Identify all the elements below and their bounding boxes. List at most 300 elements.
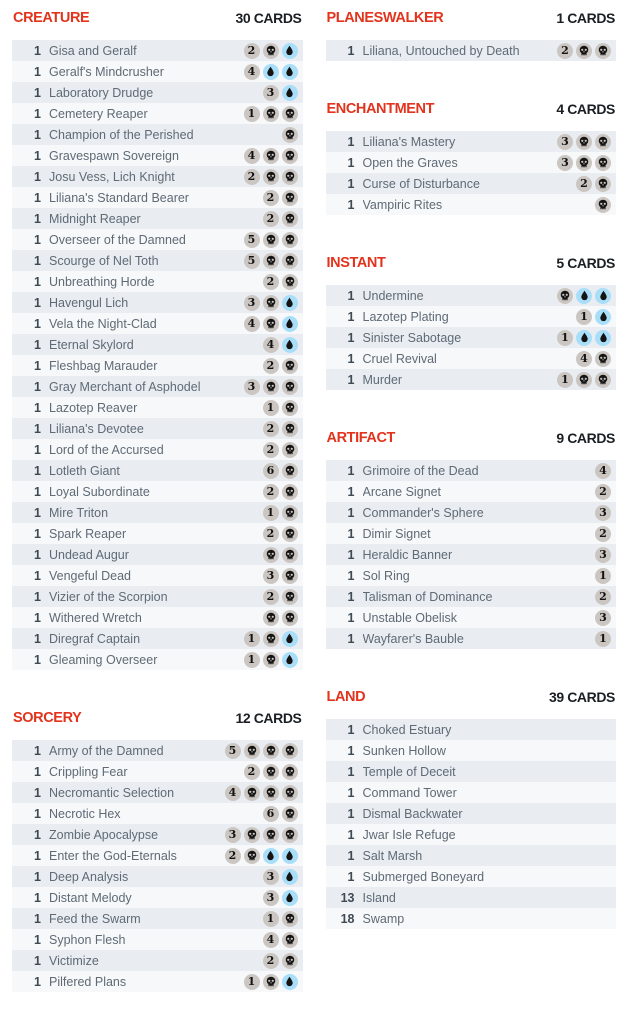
mana-cost: [576, 176, 611, 192]
card-name: Murder: [362, 372, 403, 387]
skull-icon: [263, 631, 279, 647]
skull-icon: [244, 827, 260, 843]
card-name: Deep Analysis: [49, 869, 129, 884]
card-row[interactable]: [12, 740, 303, 761]
card-name: Crippling Fear: [49, 764, 128, 779]
water-drop-icon: [282, 337, 298, 353]
card-row[interactable]: [12, 824, 303, 845]
card-name: Lord of the Accursed: [49, 442, 164, 457]
card-name: Gisa and Geralf: [49, 43, 137, 58]
section-title: INSTANT: [326, 255, 386, 271]
card-row[interactable]: [12, 376, 303, 397]
generic-mana-symbol: 3: [595, 505, 611, 521]
card-row[interactable]: [326, 327, 617, 348]
section-title: LAND: [326, 689, 366, 705]
mana-cost: [263, 589, 298, 605]
card-quantity: 1: [347, 568, 355, 583]
generic-mana-symbol: 4: [576, 351, 592, 367]
card-name: Heraldic Banner: [362, 547, 453, 562]
card-row[interactable]: [12, 803, 303, 824]
skull-icon: [282, 932, 298, 948]
card-row[interactable]: [12, 971, 303, 992]
generic-mana-symbol: 1: [263, 400, 279, 416]
card-name: Sunken Hollow: [362, 743, 446, 758]
skull-icon: [576, 372, 592, 388]
card-quantity: 1: [347, 155, 355, 170]
generic-mana-symbol: 4: [263, 337, 279, 353]
card-quantity: 1: [347, 330, 355, 345]
mana-cost: [263, 806, 298, 822]
section-count: 30 CARDS: [235, 10, 302, 26]
card-quantity: 1: [34, 568, 41, 583]
card-name: Undead Augur: [49, 547, 129, 562]
generic-mana-symbol: 1: [595, 631, 611, 647]
card-row[interactable]: [12, 950, 303, 971]
card-row[interactable]: [12, 292, 303, 313]
card-row[interactable]: [12, 124, 303, 145]
card-quantity: 1: [347, 463, 355, 478]
card-row[interactable]: [12, 418, 303, 439]
skull-icon: [263, 974, 279, 990]
card-row[interactable]: [12, 103, 303, 124]
generic-mana-symbol: 2: [557, 43, 573, 59]
card-name: Midnight Reaper: [49, 211, 141, 226]
mana-cost: [282, 127, 298, 143]
card-row[interactable]: [326, 348, 617, 369]
card-row[interactable]: [326, 866, 617, 887]
card-quantity: 1: [347, 505, 355, 520]
skull-icon: [282, 190, 298, 206]
generic-mana-symbol: 3: [595, 547, 611, 563]
card-quantity: 1: [34, 526, 41, 541]
card-row[interactable]: [12, 929, 303, 950]
section-count: 1 CARDS: [556, 10, 615, 26]
generic-mana-symbol: 1: [557, 330, 573, 346]
water-drop-icon: [576, 330, 592, 346]
card-row[interactable]: [12, 586, 303, 607]
card-quantity: 1: [34, 911, 41, 926]
card-row[interactable]: [12, 271, 303, 292]
card-quantity: 1: [347, 806, 355, 821]
card-row[interactable]: [326, 481, 617, 502]
generic-mana-symbol: 2: [263, 526, 279, 542]
generic-mana-symbol: 2: [225, 848, 241, 864]
generic-mana-symbol: 2: [263, 953, 279, 969]
mana-cost: [576, 309, 611, 325]
mana-cost: [244, 631, 298, 647]
card-row[interactable]: [12, 866, 303, 887]
card-row[interactable]: [12, 82, 303, 103]
card-row[interactable]: [326, 173, 617, 194]
skull-icon: [282, 211, 298, 227]
water-drop-icon: [595, 288, 611, 304]
card-name: Havengul Lich: [49, 295, 129, 310]
card-quantity: 18: [340, 911, 355, 926]
skull-icon: [263, 106, 279, 122]
card-row[interactable]: [326, 369, 617, 390]
generic-mana-symbol: 1: [557, 372, 573, 388]
card-quantity: 1: [34, 505, 41, 520]
generic-mana-symbol: 2: [595, 589, 611, 605]
card-row[interactable]: [326, 565, 617, 586]
card-name: Enter the God-Eternals: [49, 848, 177, 863]
generic-mana-symbol: 3: [244, 295, 260, 311]
skull-icon: [263, 743, 279, 759]
card-quantity: 1: [34, 64, 41, 79]
card-row[interactable]: [12, 40, 303, 61]
skull-icon: [282, 764, 298, 780]
card-name: Army of the Damned: [49, 743, 164, 758]
card-row[interactable]: [326, 306, 617, 327]
mana-cost: [263, 526, 298, 542]
card-name: Cemetery Reaper: [49, 106, 148, 121]
column-right: [326, 10, 617, 1032]
generic-mana-symbol: 2: [263, 589, 279, 605]
card-row[interactable]: [12, 439, 303, 460]
mana-cost: [263, 85, 298, 101]
card-name: Vizier of the Scorpion: [49, 589, 168, 604]
generic-mana-symbol: 2: [576, 176, 592, 192]
card-list: [12, 740, 303, 992]
mana-cost: [225, 785, 298, 801]
card-row[interactable]: [326, 740, 617, 761]
skull-icon: [263, 610, 279, 626]
card-quantity: 1: [34, 85, 41, 100]
card-row[interactable]: [12, 523, 303, 544]
card-quantity: 1: [34, 337, 41, 352]
card-name: Submerged Boneyard: [362, 869, 485, 884]
card-name: Lazotep Plating: [362, 309, 449, 324]
skull-icon: [282, 547, 298, 563]
generic-mana-symbol: 1: [244, 974, 260, 990]
generic-mana-symbol: 1: [595, 568, 611, 584]
card-row[interactable]: [12, 460, 303, 481]
card-row[interactable]: [12, 649, 303, 670]
card-row[interactable]: [326, 586, 617, 607]
skull-icon: [282, 232, 298, 248]
generic-mana-symbol: 5: [244, 232, 260, 248]
skull-icon: [282, 953, 298, 969]
mana-cost: [595, 631, 611, 647]
skull-icon: [282, 274, 298, 290]
card-row[interactable]: [326, 782, 617, 803]
card-row[interactable]: [326, 131, 617, 152]
skull-icon: [263, 232, 279, 248]
water-drop-icon: [263, 848, 279, 864]
card-name: Gleaming Overseer: [49, 652, 158, 667]
card-row[interactable]: [12, 887, 303, 908]
generic-mana-symbol: 4: [225, 785, 241, 801]
card-quantity: 1: [34, 232, 41, 247]
generic-mana-symbol: 1: [244, 631, 260, 647]
card-row[interactable]: [12, 250, 303, 271]
card-row[interactable]: [326, 194, 617, 215]
card-list: [326, 285, 617, 390]
mana-cost: [557, 155, 611, 171]
card-row[interactable]: [326, 460, 617, 481]
card-quantity: 1: [347, 869, 355, 884]
skull-icon: [263, 169, 279, 185]
card-row[interactable]: [12, 565, 303, 586]
card-quantity: 1: [34, 442, 41, 457]
generic-mana-symbol: 2: [263, 442, 279, 458]
card-quantity: 1: [34, 253, 41, 268]
card-quantity: 1: [34, 421, 41, 436]
skull-icon: [263, 316, 279, 332]
mana-cost: [263, 953, 298, 969]
card-row[interactable]: [12, 166, 303, 187]
card-row[interactable]: [326, 803, 617, 824]
card-quantity: 1: [347, 288, 355, 303]
card-name: Undermine: [362, 288, 424, 303]
card-row[interactable]: [326, 761, 617, 782]
generic-mana-symbol: 3: [225, 827, 241, 843]
card-quantity: 1: [34, 953, 41, 968]
card-row[interactable]: [12, 355, 303, 376]
mana-cost: [263, 568, 298, 584]
card-name: Liliana's Standard Bearer: [49, 190, 189, 205]
section-artifact: [326, 430, 617, 649]
card-name: Laboratory Drudge: [49, 85, 154, 100]
section-instant: [326, 255, 617, 390]
card-row[interactable]: [326, 285, 617, 306]
card-quantity: 1: [34, 827, 41, 842]
card-name: Necrotic Hex: [49, 806, 121, 821]
skull-icon: [282, 743, 298, 759]
card-quantity: 1: [347, 526, 355, 541]
skull-icon: [263, 148, 279, 164]
card-row[interactable]: [12, 481, 303, 502]
card-row[interactable]: [12, 607, 303, 628]
skull-icon: [282, 911, 298, 927]
generic-mana-symbol: 2: [263, 484, 279, 500]
skull-icon: [595, 134, 611, 150]
skull-icon: [263, 253, 279, 269]
card-list: [12, 40, 303, 670]
card-quantity: 1: [347, 309, 355, 324]
skull-icon: [282, 442, 298, 458]
skull-icon: [595, 372, 611, 388]
card-list: [326, 460, 617, 649]
water-drop-icon: [595, 309, 611, 325]
water-drop-icon: [282, 631, 298, 647]
card-row[interactable]: [12, 845, 303, 866]
mana-cost: [263, 463, 298, 479]
card-row[interactable]: [12, 208, 303, 229]
section-title: ENCHANTMENT: [326, 101, 435, 117]
card-name: Overseer of the Damned: [49, 232, 186, 247]
card-quantity: 1: [347, 43, 355, 58]
card-quantity: 1: [347, 631, 355, 646]
mana-cost: [244, 253, 298, 269]
card-name: Champion of the Perished: [49, 127, 194, 142]
card-name: Fleshbag Marauder: [49, 358, 158, 373]
mana-cost: [557, 134, 611, 150]
card-quantity: 1: [34, 764, 41, 779]
card-name: Gray Merchant of Asphodel: [49, 379, 201, 394]
card-row[interactable]: [326, 40, 617, 61]
card-quantity: 1: [347, 848, 355, 863]
skull-icon: [244, 743, 260, 759]
skull-icon: [282, 421, 298, 437]
skull-icon: [282, 148, 298, 164]
card-row[interactable]: [12, 397, 303, 418]
card-name: Dismal Backwater: [362, 806, 463, 821]
card-row[interactable]: [12, 61, 303, 82]
card-list: [326, 131, 617, 215]
card-quantity: 1: [34, 211, 41, 226]
card-name: Unbreathing Horde: [49, 274, 155, 289]
section-sorcery: [12, 710, 303, 992]
generic-mana-symbol: 3: [263, 568, 279, 584]
card-row[interactable]: [12, 628, 303, 649]
card-name: Dimir Signet: [362, 526, 431, 541]
water-drop-icon: [595, 330, 611, 346]
water-drop-icon: [576, 288, 592, 304]
skull-icon: [282, 358, 298, 374]
generic-mana-symbol: 1: [263, 505, 279, 521]
mana-cost: [263, 610, 298, 626]
skull-icon: [576, 134, 592, 150]
generic-mana-symbol: 4: [244, 148, 260, 164]
skull-icon: [595, 197, 611, 213]
card-quantity: 1: [34, 932, 41, 947]
mana-cost: [263, 400, 298, 416]
mana-cost: [225, 827, 298, 843]
skull-icon: [263, 547, 279, 563]
mana-cost: [244, 316, 298, 332]
generic-mana-symbol: 4: [595, 463, 611, 479]
mana-cost: [263, 505, 298, 521]
card-name: Josu Vess, Lich Knight: [49, 169, 175, 184]
card-name: Feed the Swarm: [49, 911, 141, 926]
mana-cost: [244, 232, 298, 248]
skull-icon: [244, 785, 260, 801]
generic-mana-symbol: 2: [244, 169, 260, 185]
card-name: Unstable Obelisk: [362, 610, 457, 625]
skull-icon: [282, 526, 298, 542]
generic-mana-symbol: 3: [263, 85, 279, 101]
skull-icon: [282, 484, 298, 500]
skull-icon: [282, 589, 298, 605]
card-row[interactable]: [12, 229, 303, 250]
water-drop-icon: [282, 848, 298, 864]
card-quantity: 1: [34, 190, 41, 205]
card-row[interactable]: [326, 502, 617, 523]
card-quantity: 1: [34, 890, 41, 905]
mana-cost: [263, 337, 298, 353]
section-header: [326, 10, 617, 26]
card-row[interactable]: [326, 845, 617, 866]
card-row[interactable]: [326, 544, 617, 565]
skull-icon: [282, 169, 298, 185]
mana-cost: [595, 463, 611, 479]
card-quantity: 1: [34, 274, 41, 289]
generic-mana-symbol: 2: [263, 190, 279, 206]
mana-cost: [557, 330, 611, 346]
mana-cost: [576, 351, 611, 367]
mana-cost: [263, 911, 298, 927]
card-quantity: 1: [34, 43, 41, 58]
card-row[interactable]: [12, 761, 303, 782]
section-title: SORCERY: [13, 710, 82, 726]
card-name: Sol Ring: [362, 568, 410, 583]
generic-mana-symbol: 3: [595, 610, 611, 626]
card-name: Gravespawn Sovereign: [49, 148, 179, 163]
mana-cost: [263, 442, 298, 458]
card-row[interactable]: [326, 887, 617, 908]
card-quantity: 1: [34, 379, 41, 394]
card-name: Eternal Skylord: [49, 337, 134, 352]
card-row[interactable]: [12, 313, 303, 334]
skull-icon: [282, 610, 298, 626]
card-row[interactable]: [12, 782, 303, 803]
card-row[interactable]: [12, 334, 303, 355]
card-quantity: 1: [34, 547, 41, 562]
card-row[interactable]: [12, 145, 303, 166]
card-row[interactable]: [326, 824, 617, 845]
generic-mana-symbol: 5: [244, 253, 260, 269]
mana-cost: [263, 358, 298, 374]
mana-cost: [263, 484, 298, 500]
skull-icon: [595, 176, 611, 192]
card-row[interactable]: [326, 628, 617, 649]
skull-icon: [282, 253, 298, 269]
mana-cost: [595, 484, 611, 500]
section-header: [326, 689, 617, 705]
section-planeswalker: [326, 10, 617, 61]
card-quantity: 1: [34, 169, 41, 184]
card-row[interactable]: [326, 152, 617, 173]
card-name: Sinister Sabotage: [362, 330, 462, 345]
card-row[interactable]: [12, 908, 303, 929]
skull-icon: [263, 43, 279, 59]
generic-mana-symbol: 3: [557, 134, 573, 150]
generic-mana-symbol: 1: [244, 652, 260, 668]
water-drop-icon: [282, 85, 298, 101]
card-quantity: 1: [34, 806, 41, 821]
mana-cost: [263, 274, 298, 290]
card-row[interactable]: [12, 544, 303, 565]
card-row[interactable]: [326, 607, 617, 628]
card-name: Lazotep Reaver: [49, 400, 138, 415]
card-row[interactable]: [326, 908, 617, 929]
card-name: Pilfered Plans: [49, 974, 127, 989]
skull-icon: [263, 295, 279, 311]
column-left: [12, 10, 303, 1032]
card-quantity: 1: [347, 134, 355, 149]
generic-mana-symbol: 2: [595, 526, 611, 542]
section-count: 9 CARDS: [556, 430, 615, 446]
card-quantity: 1: [34, 358, 41, 373]
card-quantity: 1: [34, 463, 41, 478]
card-name: Cruel Revival: [362, 351, 437, 366]
card-quantity: 1: [34, 127, 41, 142]
card-name: Grimoire of the Dead: [362, 463, 479, 478]
card-quantity: 1: [347, 197, 355, 212]
card-row[interactable]: [12, 502, 303, 523]
card-row[interactable]: [12, 187, 303, 208]
mana-cost: [263, 547, 298, 563]
mana-cost: [595, 610, 611, 626]
card-row[interactable]: [326, 523, 617, 544]
card-row[interactable]: [326, 719, 617, 740]
card-quantity: 1: [347, 764, 355, 779]
generic-mana-symbol: 2: [595, 484, 611, 500]
generic-mana-symbol: 2: [244, 43, 260, 59]
card-name: Liliana's Devotee: [49, 421, 144, 436]
card-name: Command Tower: [362, 785, 457, 800]
